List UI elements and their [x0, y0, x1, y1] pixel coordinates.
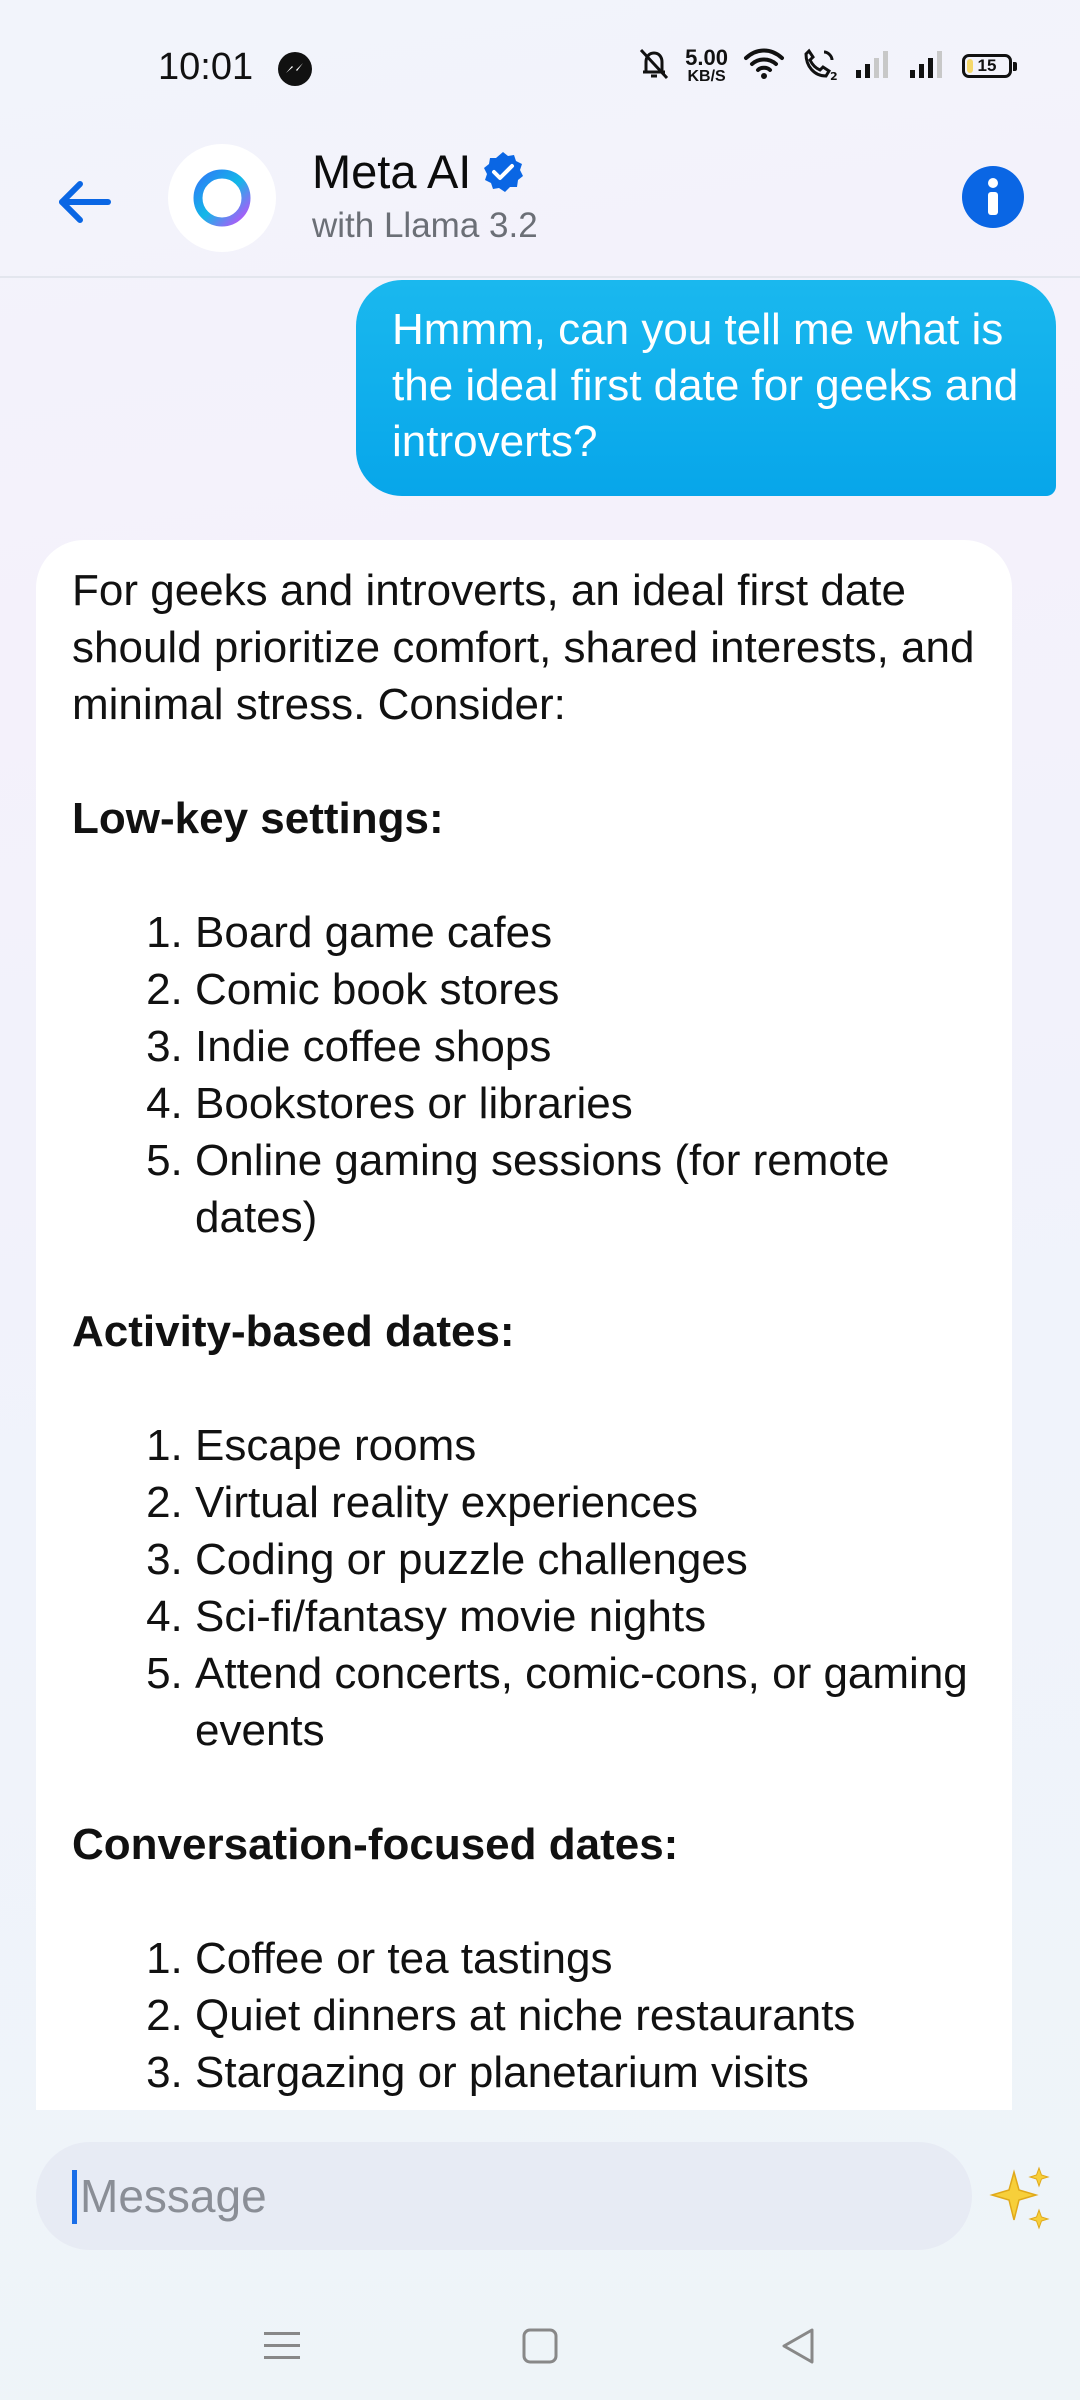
- volte-call-icon: [800, 46, 840, 87]
- status-indicators: [637, 44, 1012, 88]
- sparkle-icon: [984, 2164, 1056, 2236]
- nav-home-button[interactable]: [508, 2314, 572, 2378]
- list-item: 3. Stargazing or planetarium visits: [195, 2044, 976, 2101]
- list-item: 1. Escape rooms: [195, 1417, 976, 1474]
- verified-badge-icon: [481, 150, 525, 194]
- message-composer[interactable]: [36, 2142, 972, 2250]
- back-triangle-icon: [778, 2326, 818, 2366]
- section-heading-low-key: Low-key settings:: [72, 794, 444, 843]
- user-message-bubble[interactable]: Hmmm, can you tell me what is the ideal first date for geeks and introverts?: [356, 280, 1056, 496]
- meta-ai-ring-icon: [190, 166, 254, 230]
- contact-name: Meta AI: [312, 145, 472, 198]
- message-list[interactable]: [0, 278, 1080, 2110]
- home-square-icon: [520, 2326, 560, 2366]
- chat-title[interactable]: [312, 144, 525, 199]
- list-item: 2. Quiet dinners at niche restaurants: [195, 1987, 976, 2044]
- signal-sim1-icon: [854, 48, 894, 85]
- list-item: 4. Bookstores or libraries: [195, 1075, 976, 1132]
- ai-message-bubble[interactable]: [36, 540, 1012, 2110]
- list-conversation-focused-dates: [72, 1930, 976, 2101]
- avatar[interactable]: [168, 144, 276, 252]
- battery-level: 15: [977, 56, 997, 75]
- system-nav-bar: [0, 2290, 1080, 2400]
- mute-bell-icon: [637, 46, 671, 87]
- nav-menu-button[interactable]: [250, 2314, 314, 2378]
- list-activity-based-dates: [72, 1417, 976, 1759]
- list-item: 3. Coding or puzzle challenges: [195, 1531, 976, 1588]
- network-speed-value: 5.00: [685, 45, 728, 70]
- svg-text:2: 2: [830, 69, 838, 82]
- list-item: 5. Attend concerts, comic-cons, or gaming events: [195, 1645, 976, 1759]
- list-item: 3. Indie coffee shops: [195, 1018, 976, 1075]
- chat-header: [0, 130, 1080, 278]
- list-item: 2. Comic book stores: [195, 961, 976, 1018]
- message-input[interactable]: Message: [80, 2170, 267, 2222]
- text-cursor: [72, 2170, 77, 2224]
- ai-intro-text: For geeks and introverts, an ideal first date should prioritize comfort, shared interests, and minimal stress. Consider:: [72, 566, 975, 729]
- list-item: 1. Board game cafes: [195, 904, 976, 961]
- list-item: 2. Virtual reality experiences: [195, 1474, 976, 1531]
- nav-back-button[interactable]: [766, 2314, 830, 2378]
- model-subtitle: with Llama 3.2: [312, 206, 538, 245]
- info-icon: [983, 177, 1003, 217]
- ai-sparkle-button[interactable]: [980, 2160, 1060, 2240]
- list-low-key-settings: [72, 904, 976, 1246]
- signal-sim2-icon: [908, 48, 948, 85]
- network-speed: [685, 47, 728, 85]
- network-speed-unit: KB/S: [687, 68, 726, 85]
- wifi-icon: [742, 46, 786, 87]
- back-button[interactable]: [48, 166, 120, 238]
- messenger-notification-icon: [278, 52, 312, 86]
- section-heading-conversation: Conversation-focused dates:: [72, 1820, 679, 1869]
- list-item: 1. Coffee or tea tastings: [195, 1930, 976, 1987]
- list-item: 5. Online gaming sessions (for remote dates): [195, 1132, 976, 1246]
- status-bar: [0, 0, 1080, 130]
- battery-fill: [967, 59, 973, 73]
- section-heading-activity: Activity-based dates:: [72, 1307, 515, 1356]
- arrow-left-icon: [54, 178, 114, 226]
- list-item: 4. Sci-fi/fantasy movie nights: [195, 1588, 976, 1645]
- info-button[interactable]: [962, 166, 1024, 228]
- menu-icon: [262, 2328, 302, 2364]
- status-time: 10:01: [158, 46, 254, 88]
- battery-indicator: [962, 54, 1012, 78]
